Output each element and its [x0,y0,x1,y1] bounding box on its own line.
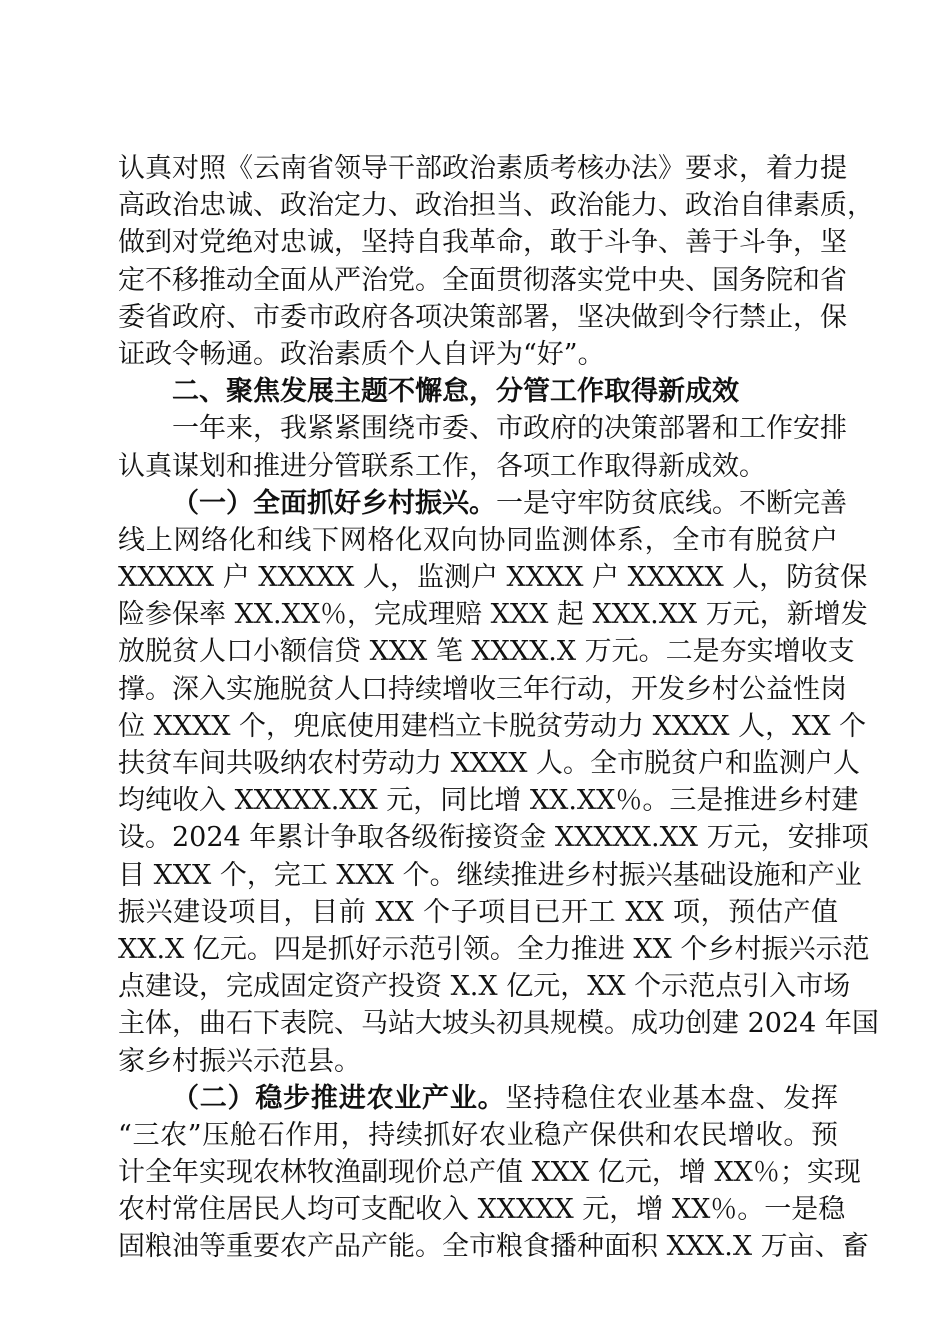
text-line: 设。2024 年累计争取各级衔接资金 XXXXX.XX 万元，安排项 [118,822,869,854]
paragraph-political-quality [118,150,874,373]
text-line: 认真对照《云南省领导干部政治素质考核办法》要求，着力提 [118,153,847,184]
text-line: 委省政府、市委市政府各项决策部署，坚决做到令行禁止，保 [118,301,847,333]
text-line: 计全年实现农林牧渔副现价总产值 XXX 亿元，增 XX％；实现 [118,1157,861,1189]
text-line: 点建设，完成固定资产投资 X.X 亿元，XX 个示范点引入市场 [118,971,851,1003]
text-line: 家乡村振兴示范县。 [118,1045,361,1077]
text-line: 振兴建设项目，目前 XX 个子项目已开工 XX 项，预估产值 [118,896,838,928]
text-line: 险参保率 XX.XX％，完成理赔 XXX 起 XXX.XX 万元，新增发 [118,599,868,631]
text-line: XXXXX 户 XXXXX 人，监测户 XXXX 户 XXXXX 人，防贫保 [118,562,868,594]
text-line: 线上网络化和线下网格化双向协同监测体系，全市有脱贫户 [118,524,838,556]
paragraph-rural-revitalization [118,485,879,1080]
text-line: 主体，曲石下表院、马站大坡头初具规模。成功创建 2024 年国 [118,1008,879,1040]
document-body [118,150,879,1266]
paragraph-intro [118,410,847,484]
text-line: 位 XXXX 个，兜底使用建档立卡脱贫劳动力 XXXX 人，XX 个 [118,710,867,742]
text-line: 均纯收入 XXXXX.XX 元，同比增 XX.XX％。三是推进乡村建 [118,785,859,817]
text-line: 放脱贫人口小额信贷 XXX 笔 XXXX.X 万元。二是夯实增收支 [118,636,855,668]
paragraph-agriculture [118,1080,869,1266]
text-line: 高政治忠诚、政治定力、政治担当、政治能力、政治自律素质， [118,190,874,222]
text-line: 证政令畅通。政治素质个人自评为“好”。 [118,338,605,370]
text-line [118,1080,838,1117]
text-line: “三农”压舱石作用，持续抓好农业稳产保供和农民增收。预 [118,1119,838,1151]
section-heading: 二、聚焦发展主题不懈怠，分管工作取得新成效 [172,376,739,408]
text-line: 撑。深入实施脱贫人口持续增收三年行动，开发乡村公益性岗 [118,673,847,705]
subsection-heading: （一）全面抓好乡村振兴。 [172,487,496,519]
text-line: 做到对党绝对忠诚，坚持自我革命，敢于斗争、善于斗争，坚 [118,227,847,259]
text-span: 一是守牢防贫底线。不断完善 [496,487,847,519]
text-line: 定不移推动全面从严治党。全面贯彻落实党中央、国务院和省 [118,264,847,296]
text-line: 扶贫车间共吸纳农村劳动力 XXXX 人。全市脱贫户和监测户人 [118,748,861,779]
text-line [118,485,847,522]
text-line: 固粮油等重要农产品产能。全市粮食播种面积 XXX.X 万亩、畜 [118,1231,869,1263]
text-line: 认真谋划和推进分管联系工作，各项工作取得新成效。 [118,450,766,482]
text-span: 坚持稳住农业基本盘、发挥 [505,1082,839,1114]
text-line: XX.X 亿元。四是抓好示范引领。全力推进 XX 个乡村振兴示范 [118,933,870,965]
text-line: 农村常住居民人均可支配收入 XXXXX 元，增 XX％。一是稳 [118,1194,846,1226]
text-line: 一年来，我紧紧围绕市委、市政府的决策部署和工作安排 [172,413,847,445]
subsection-heading: （二）稳步推进农业产业。 [172,1082,506,1114]
text-line: 目 XXX 个，完工 XXX 个。继续推进乡村振兴基础设施和产业 [118,859,862,891]
